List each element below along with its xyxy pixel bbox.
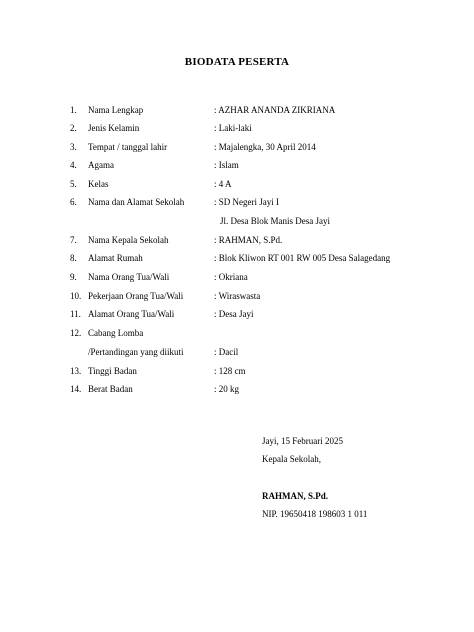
signature-place-date: Jayi, 15 Februari 2025 — [262, 436, 343, 446]
item-label: Tempat / tanggal lahir — [88, 142, 168, 152]
biodata-row-10 — [0, 289, 474, 303]
item-label: Jenis Kelamin — [88, 123, 140, 133]
item-number: 6. — [70, 197, 77, 207]
item-number: 5. — [70, 179, 77, 189]
item-label: Nama Lengkap — [88, 105, 144, 115]
item-value: : 20 kg — [214, 384, 240, 394]
item-number: 4. — [70, 160, 77, 170]
item-number: 3. — [70, 142, 77, 152]
item-value: : Desa Jayi — [214, 309, 254, 319]
item-label: Alamat Orang Tua/Wali — [88, 309, 175, 319]
signature-name: RAHMAN, S.Pd. — [262, 491, 329, 501]
item-number: 12. — [70, 328, 82, 338]
item-number: 7. — [70, 235, 77, 245]
item-label: Berat Badan — [88, 384, 133, 394]
item-label: Kelas — [88, 179, 109, 189]
signature-name-block — [262, 489, 367, 521]
item-value: : Dacil — [214, 347, 239, 357]
item-number: 8. — [70, 253, 77, 263]
item-number: 13. — [70, 366, 82, 376]
item-value: : SD Negeri Jayi I — [214, 197, 279, 207]
signature-position: Kepala Sekolah, — [262, 454, 321, 464]
biodata-row-1 — [0, 103, 474, 117]
item-number: 14. — [70, 384, 82, 394]
item-value: : Islam — [214, 160, 239, 170]
biodata-row-13 — [0, 364, 474, 378]
item-number: 11. — [70, 309, 81, 319]
item-value: : Okriana — [214, 272, 248, 282]
biodata-row-7 — [0, 233, 474, 247]
item-label: Tinggi Badan — [88, 366, 137, 376]
item-number: 10. — [70, 291, 82, 301]
biodata-row-12-continued — [0, 345, 474, 359]
document-title: BIODATA PESERTA — [184, 56, 290, 68]
item-label: Nama Orang Tua/Wali — [88, 272, 170, 282]
item-value: : AZHAR ANANDA ZIKRIANA — [214, 105, 336, 115]
biodata-row-14 — [0, 382, 474, 396]
item-value: : RAHMAN, S.Pd. — [214, 235, 283, 245]
item-value: : Wiraswasta — [214, 291, 261, 301]
signature-nip: NIP. 19650418 198603 1 011 — [262, 509, 368, 519]
biodata-row-6-continued — [0, 214, 474, 228]
item-value: : 4 A — [214, 179, 232, 189]
item-value: : Majalengka, 30 April 2014 — [214, 142, 316, 152]
item-value: Jl. Desa Blok Manis Desa Jayi — [220, 216, 330, 226]
item-label: Nama dan Alamat Sekolah — [88, 197, 185, 207]
item-label: Pekerjaan Orang Tua/Wali — [88, 291, 184, 301]
item-label: Cabang Lomba — [88, 328, 144, 338]
item-value: : 128 cm — [214, 366, 246, 376]
biodata-row-3 — [0, 140, 474, 154]
biodata-row-4 — [0, 158, 474, 172]
biodata-row-12 — [0, 326, 474, 340]
item-label: /Pertandingan yang diikuti — [88, 347, 184, 357]
item-label: Alamat Rumah — [88, 253, 143, 263]
item-value: : Blok Kliwon RT 001 RW 005 Desa Salagedang — [214, 253, 391, 263]
item-label: Agama — [88, 160, 114, 170]
item-number: 1. — [70, 105, 77, 115]
biodata-row-2 — [0, 121, 474, 135]
biodata-row-8 — [0, 251, 474, 265]
item-label: Nama Kepala Sekolah — [88, 235, 169, 245]
biodata-row-6 — [0, 195, 474, 209]
item-number: 9. — [70, 272, 77, 282]
biodata-row-9 — [0, 270, 474, 284]
biodata-row-11 — [0, 307, 474, 321]
signature-block — [262, 434, 343, 466]
biodata-row-5 — [0, 177, 474, 191]
item-number: 2. — [70, 123, 77, 133]
item-value: : Laki-laki — [214, 123, 252, 133]
